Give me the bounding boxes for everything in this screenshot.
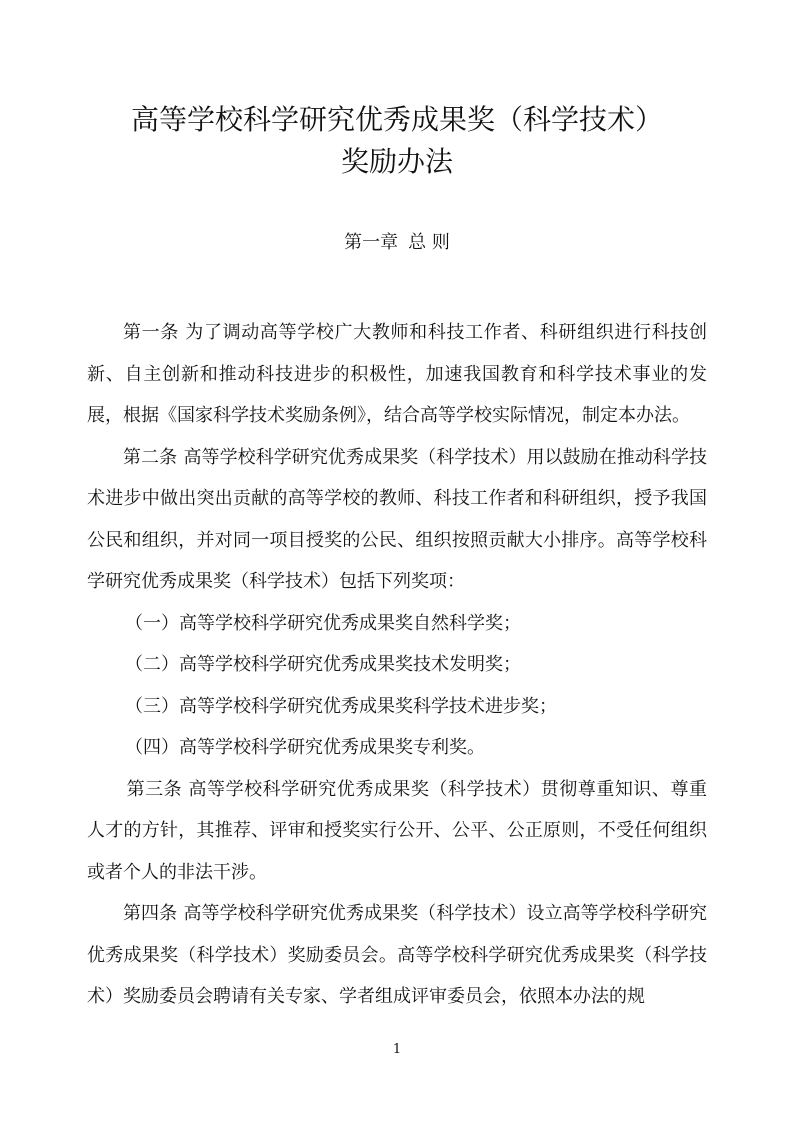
page-number: 1 — [392, 1042, 402, 1057]
article-text: 高等学校科学研究优秀成果奖（科学技术）用以鼓励在推动科学技术进步中做出突出贡献的高等学校的教师、科技工作者和科研组织，授予我国公民和组织，并对同一项目授奖的公民、组织按照贡献大小排序。高等学校科学研究优秀成果奖（科学技术）包括下列奖项： — [87, 446, 708, 592]
article-4 — [87, 893, 707, 1018]
article-2 — [87, 437, 707, 603]
document-title-line2: 奖励办法 — [340, 145, 453, 178]
award-item: （二）高等学校科学研究优秀成果奖技术发明奖； — [125, 654, 521, 675]
article-text: 高等学校科学研究优秀成果奖（科学技术）设立高等学校科学研究优秀成果奖（科学技术）奖励委员会。高等学校科学研究优秀成果奖（科学技术）奖励委员会聘请有关专家、学者组成评审委员会，依照本办法的规 — [87, 903, 708, 1007]
article-text: 为了调动高等学校广大教师和科技工作者、科研组织进行科技创新、自主创新和推动科技进步的积极性，加速我国教育和科学技术事业的发展，根据《国家科学技术奖励条例》，结合高等学校实际情况，制定本办法。 — [87, 322, 708, 426]
chapter-label: 第一章 — [344, 232, 399, 253]
award-item: （四）高等学校科学研究优秀成果奖专利奖。 — [125, 737, 485, 758]
document-title-line1: 高等学校科学研究优秀成果奖（科学技术） — [130, 103, 663, 136]
article-3 — [87, 769, 707, 894]
article-1 — [87, 312, 707, 437]
award-item: （三）高等学校科学研究优秀成果奖科学技术进步奖； — [125, 695, 557, 717]
article-label: 第三条 — [126, 778, 183, 800]
award-item: （一）高等学校科学研究优秀成果奖自然科学奖； — [125, 612, 521, 634]
article-text: 高等学校科学研究优秀成果奖（科学技术）贯彻尊重知识、尊重人才的方针，其推荐、评审和授奖实行公开、公平、公正原则，不受任何组织或者个人的非法干涉。 — [87, 778, 708, 883]
chapter-title: 总 则 — [408, 232, 450, 253]
article-label: 第一条 — [123, 322, 179, 343]
chapter-heading — [0, 230, 794, 256]
document-body — [87, 312, 707, 1018]
article-label: 第二条 — [123, 446, 178, 468]
article-label: 第四条 — [123, 903, 178, 924]
